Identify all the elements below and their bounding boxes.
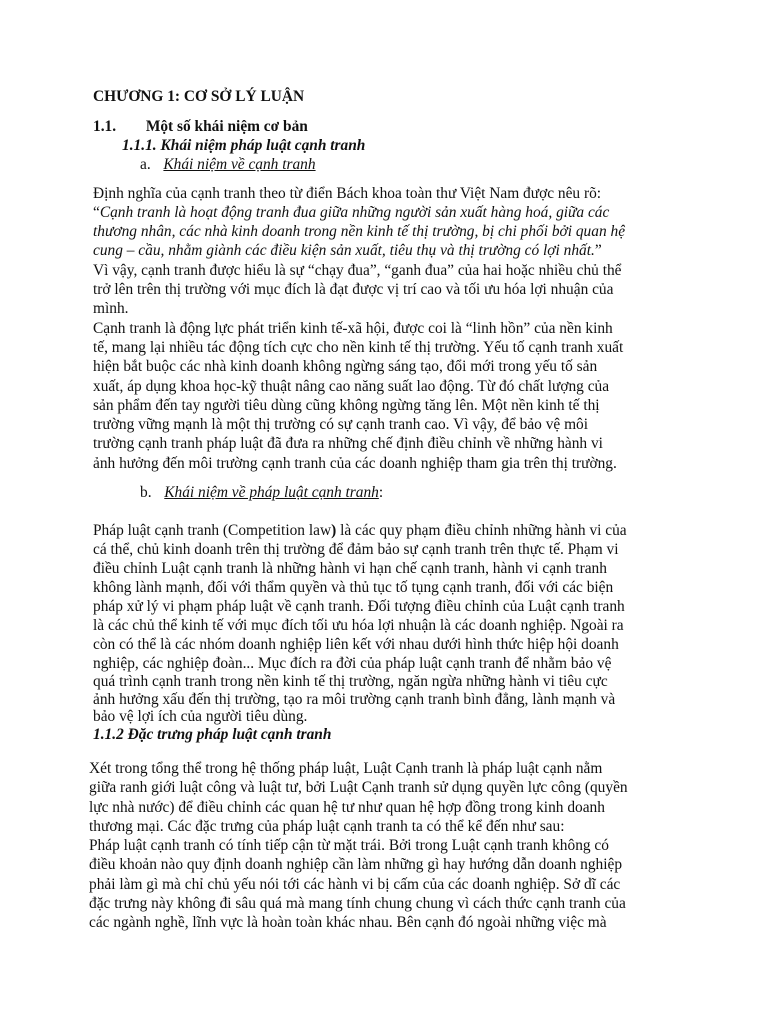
subsection-heading-a	[140, 156, 316, 174]
section-number: 1.1.1.	[122, 137, 157, 154]
text-line: Định nghĩa của cạnh tranh theo từ điển Bách khoa toàn thư Việt Nam được nêu rõ:	[93, 185, 602, 202]
text-line: giữa ranh giới luật công và luật tư, bởi Luật Cạnh tranh sử dụng quyền lực công (quyền	[89, 779, 628, 796]
text-line: phải làm gì mà chỉ chủ yếu nói tới các hành vi bị cấm của các doanh nghiệp. Sở dĩ các	[89, 876, 621, 893]
text-line: thương nhân, các nhà kinh doanh trong nền kinh tế thị trường, bị chi phối bởi quan hệ	[93, 223, 626, 240]
section-title: Một số khái niệm cơ bản	[145, 118, 308, 135]
text-line: ảnh hưởng xấu đến thị trường, tạo ra môi trường cạnh tranh bình đẳng, lành mạnh và	[93, 691, 616, 708]
text-line: tế, mang lại nhiều tác động tích cực cho nền kinh tế thị trường. Yếu tố cạnh tranh xuất	[93, 339, 624, 356]
text-line: bảo vệ lợi ích của người tiêu dùng.	[93, 708, 308, 725]
text-line: trường vững mạnh là một thị trường có sự cạnh tranh cao. Vì vậy, để bảo vệ môi	[93, 416, 589, 433]
heading-colon: :	[378, 484, 384, 501]
text-line: trở lên trên thị trường với mục đích là đạt được vị trí cao và tối ưu hóa lợi nhuận của	[93, 281, 614, 298]
text-line: nghiệp, các nghiệp đoàn... Mục đích ra đời của pháp luật cạnh tranh để nhằm bảo vệ	[93, 655, 612, 672]
quote-mark: “	[93, 204, 100, 221]
chapter-title: CHƯƠNG 1: CƠ SỞ LÝ LUẬN	[93, 88, 305, 105]
section-heading-1-1	[93, 118, 308, 136]
text-line: các ngành nghề, lĩnh vực là hoàn toàn khác nhau. Bên cạnh đó ngoài những việc mà	[89, 914, 607, 931]
text-line: Xét trong tổng thể trong hệ thống pháp luật, Luật Cạnh tranh là pháp luật cạnh nằm	[89, 760, 603, 777]
text-line: không lành mạnh, đối với thẩm quyền và thủ tục tố tụng cạnh tranh, đối với các biện	[93, 579, 614, 596]
text-line: điều khoản nào quy định doanh nghiệp cần làm những gì hay hướng dẫn doanh nghiệp	[89, 856, 623, 873]
text-line: quá trình cạnh tranh trong nền kinh tế thị trường, ngăn ngừa những hành vi tiêu cực	[93, 673, 608, 690]
subsection-heading-b	[140, 484, 383, 502]
section-title: Khái niệm pháp luật cạnh tranh	[160, 137, 366, 154]
text-line: xuất, áp dụng khoa học-kỹ thuật nâng cao năng suất lao động. Từ đó chất lượng của	[93, 378, 610, 395]
list-letter: b.	[140, 484, 152, 501]
text-line: sản phẩm đến tay người tiêu dùng cũng không ngừng tăng lên. Một nền kinh tế thị	[93, 397, 600, 414]
text-span: Pháp luật cạnh tranh (Competition law	[93, 522, 332, 539]
text-line: hiện bắt buộc các nhà kinh doanh không ngừng sáng tạo, đổi mới trong yếu tố sản	[93, 358, 598, 375]
text-line: lực nhà nước) để điều chỉnh các quan hệ tư như quan hệ hợp đồng trong kinh doanh	[89, 799, 605, 816]
section-heading-1-1-1	[122, 137, 365, 155]
text-line: đặc trưng này không đi sâu quá mà mang tính chung chung vì cách thức cạnh tranh của	[89, 895, 626, 912]
text-line: thương mại. Các đặc trưng của pháp luật cạnh tranh ta có thể kể đến như sau:	[89, 818, 565, 835]
text-span: là các quy phạm điều chỉnh những hành vi của	[336, 522, 627, 539]
section-number: 1.1.	[93, 118, 117, 135]
text-line: là các chủ thể kinh tế với mục đích tối ưu hóa lợi nhuận là các doanh nghiệp. Ngoài ra	[93, 617, 624, 634]
quote-text: cung – cầu, nhằm giành các điều kiện sản xuất, tiêu thụ và thị trường có lợi nhất.	[93, 242, 595, 259]
quote-text: Cạnh tranh là hoạt động tranh đua giữa những người sản xuất hàng hoá, giữa các	[99, 204, 610, 221]
text-span: )	[331, 522, 337, 539]
text-line: Cạnh tranh là động lực phát triển kinh tế-xã hội, được coi là “linh hồn” của nền kinh	[93, 320, 613, 337]
subsection-title: Khái niệm về pháp luật cạnh tranh	[164, 484, 379, 501]
text-line	[93, 204, 609, 222]
text-line: cá thể, chủ kinh doanh trên thị trường để đảm bảo sự cạnh tranh trên thực tế. Phạm vi	[93, 541, 619, 558]
list-letter: a.	[140, 156, 151, 173]
text-line: trường cạnh tranh pháp luật đã đưa ra những chế định điều chỉnh về những hành vi	[93, 435, 603, 452]
text-line: Pháp luật cạnh tranh có tính tiếp cận từ mặt trái. Bởi trong Luật cạnh tranh không có	[89, 837, 609, 854]
text-line: ảnh hưởng đến môi trường cạnh tranh của các doanh nghiệp tham gia trên thị trường.	[93, 455, 617, 472]
text-line: pháp xử lý vi phạm pháp luật về cạnh tranh. Đối tượng điều chỉnh của Luật cạnh tranh	[93, 598, 625, 615]
text-line	[93, 522, 627, 540]
text-line: Vì vậy, cạnh tranh được hiểu là sự “chạy đua”, “ganh đua” của hai hoặc nhiều chủ thể	[93, 262, 622, 279]
text-line: còn có thể là các nhóm doanh nghiệp liên kết với nhau dưới hình thức hiệp hội doanh	[93, 636, 619, 653]
quote-mark: ”	[594, 242, 602, 259]
text-line	[93, 242, 602, 260]
subsection-title: Khái niệm về cạnh tranh	[163, 156, 316, 173]
text-line: điều chỉnh Luật cạnh tranh là những hành vi hạn chế cạnh tranh, hành vi cạnh tranh	[93, 560, 607, 577]
text-line: mình.	[93, 300, 129, 317]
section-heading-1-1-2: 1.1.2 Đặc trưng pháp luật cạnh tranh	[93, 726, 332, 743]
